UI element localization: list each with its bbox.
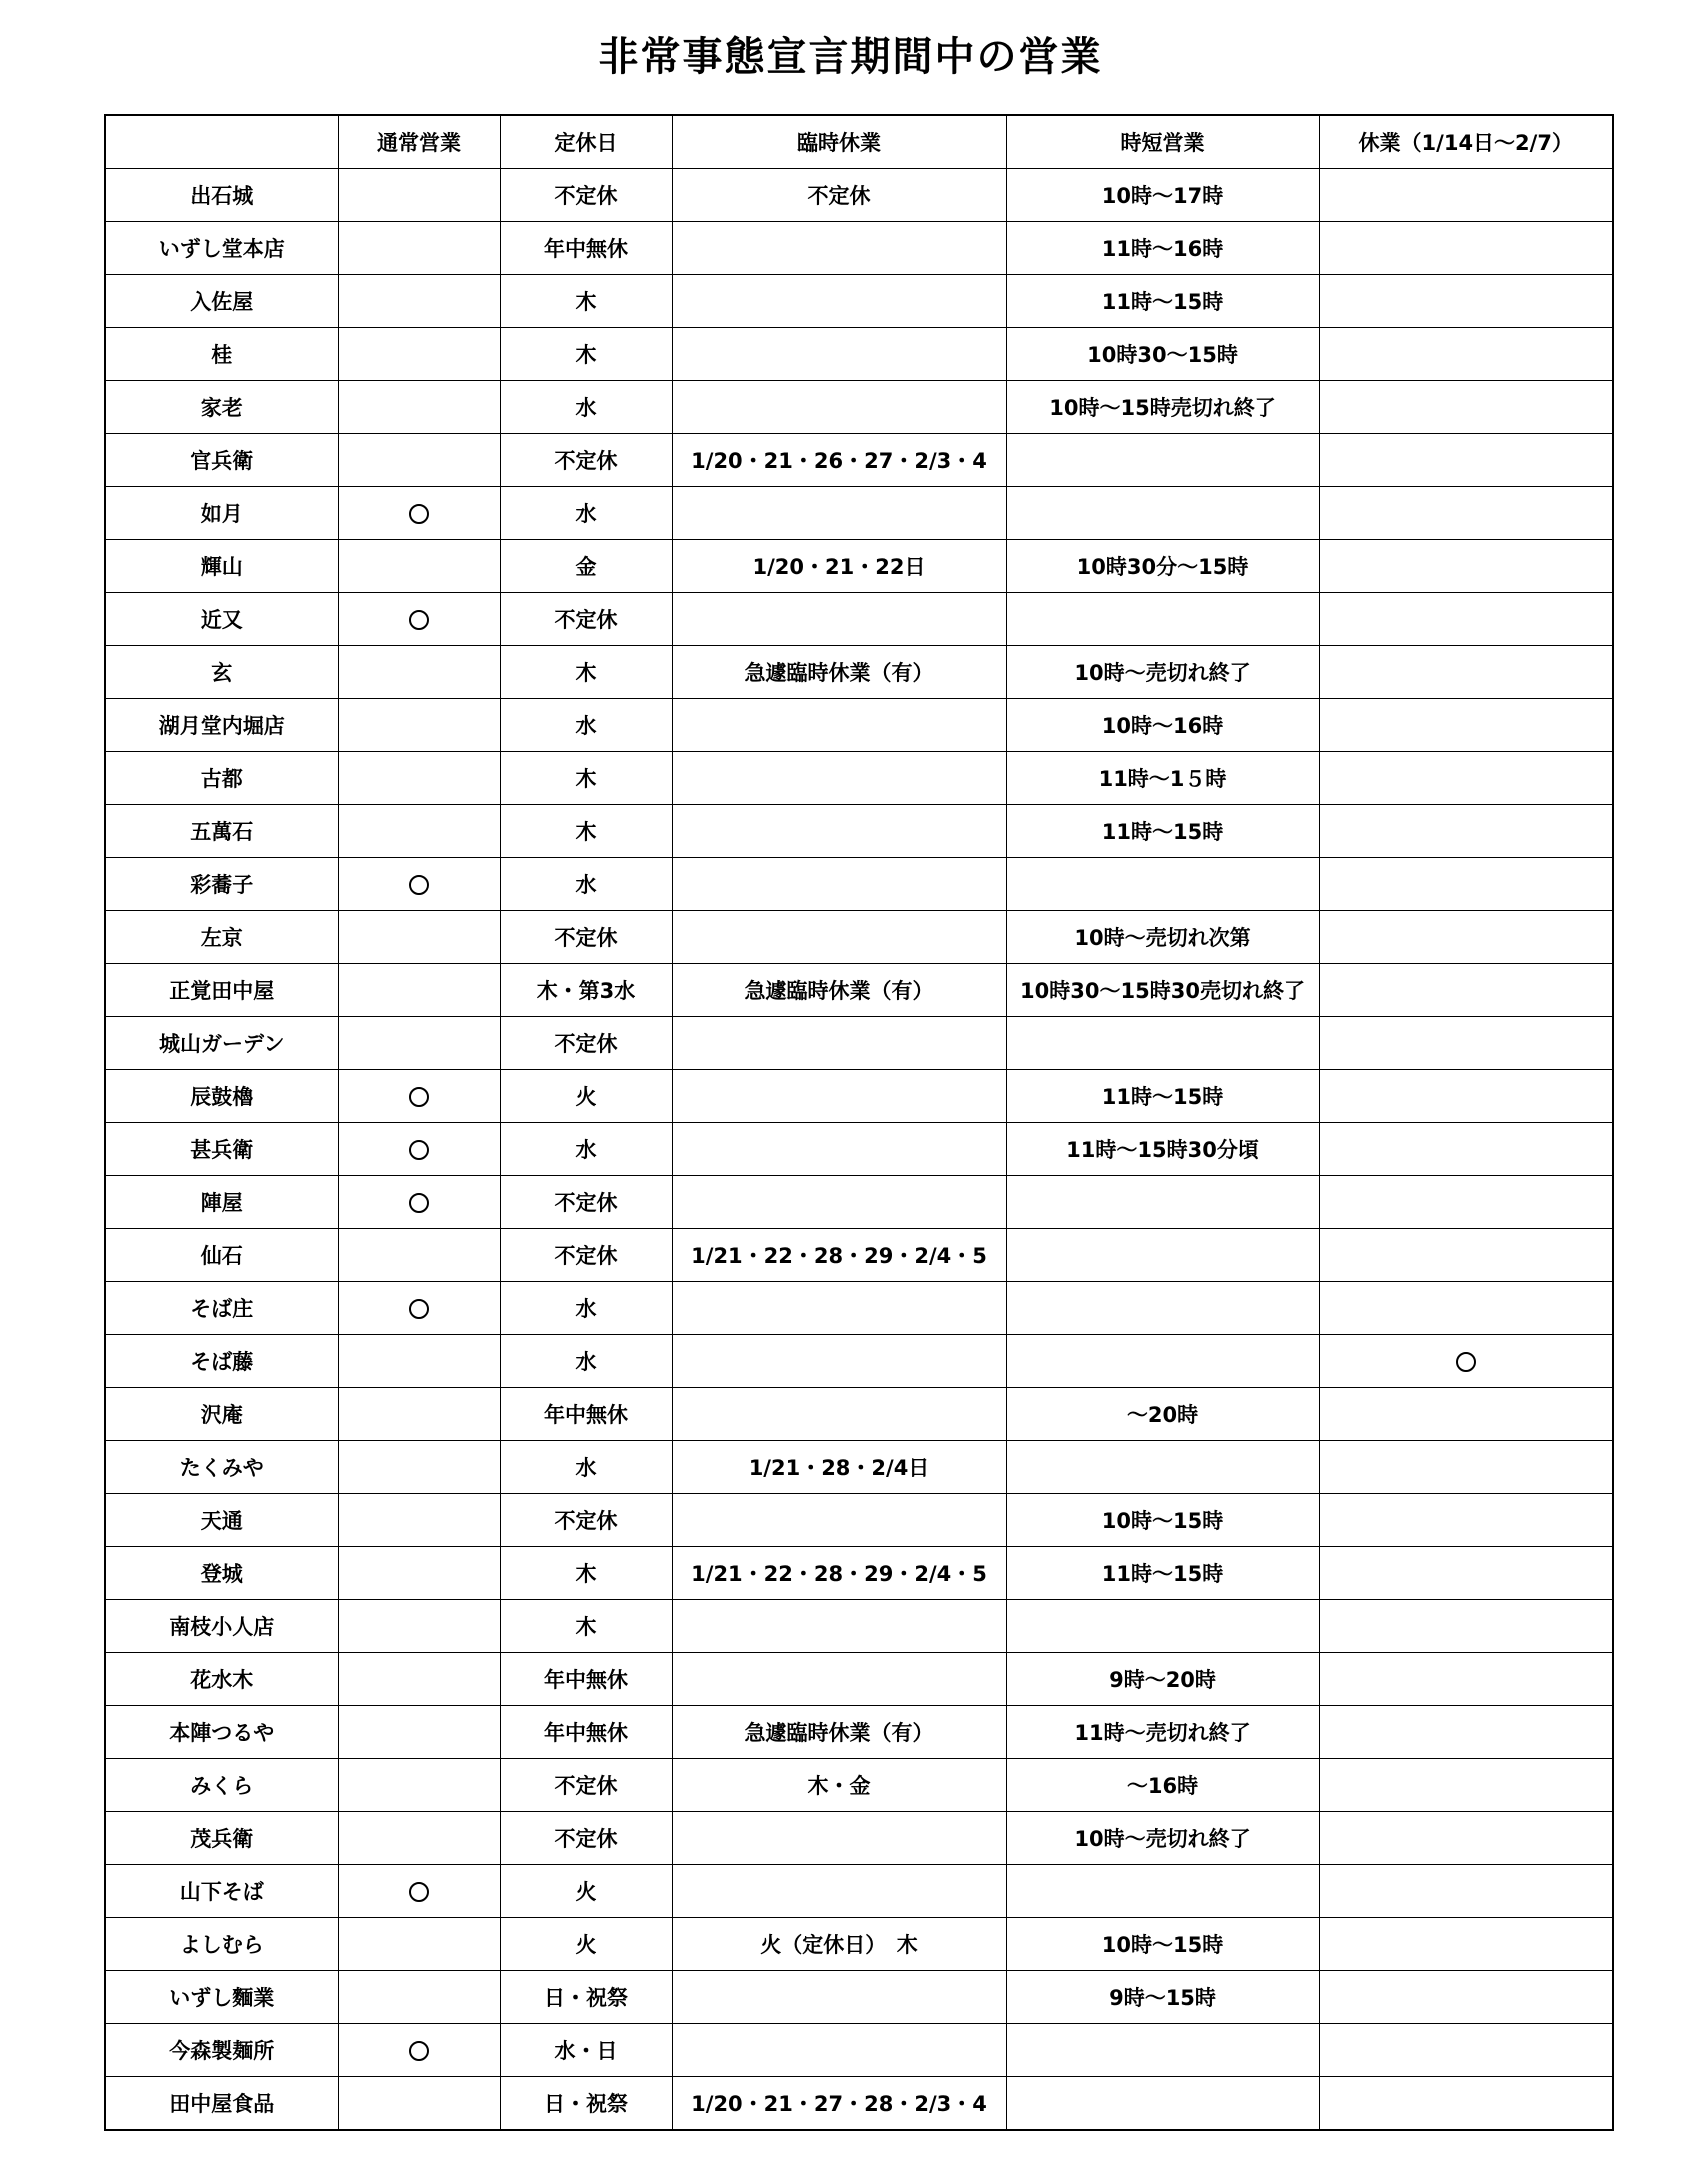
table-row	[105, 1017, 1613, 1070]
normal-hours-cell	[338, 540, 500, 593]
short-hours-cell: 10時〜17時	[1006, 169, 1319, 222]
temporary-closure-cell	[672, 1812, 1006, 1865]
closed-period-cell	[1319, 1600, 1613, 1653]
temporary-closure-cell	[672, 1282, 1006, 1335]
regular-holiday-cell: 年中無休	[500, 1653, 672, 1706]
normal-hours-cell	[338, 1123, 500, 1176]
temporary-closure-cell	[672, 1971, 1006, 2024]
temporary-closure-cell	[672, 1123, 1006, 1176]
closed-period-cell	[1319, 222, 1613, 275]
regular-holiday-cell: 年中無休	[500, 222, 672, 275]
regular-holiday-cell: 不定休	[500, 1494, 672, 1547]
table-row	[105, 1547, 1613, 1600]
shop-name-cell: 玄	[105, 646, 338, 699]
regular-holiday-cell: 水	[500, 1123, 672, 1176]
normal-hours-cell	[338, 1759, 500, 1812]
table-row	[105, 328, 1613, 381]
table-row	[105, 964, 1613, 1017]
shop-name-cell: 如月	[105, 487, 338, 540]
regular-holiday-cell: 日・祝祭	[500, 2077, 672, 2131]
normal-hours-cell	[338, 1918, 500, 1971]
regular-holiday-cell: 木	[500, 1547, 672, 1600]
shop-name-cell: みくら	[105, 1759, 338, 1812]
short-hours-cell: 10時〜15時売切れ終了	[1006, 381, 1319, 434]
normal-hours-cell	[338, 1706, 500, 1759]
temporary-closure-cell: 1/20・21・22日	[672, 540, 1006, 593]
short-hours-cell: 11時〜15時	[1006, 1547, 1319, 1600]
normal-hours-cell	[338, 328, 500, 381]
short-hours-cell: 10時30〜15時30売切れ終了	[1006, 964, 1319, 1017]
short-hours-cell	[1006, 1441, 1319, 1494]
table-row	[105, 1971, 1613, 2024]
table-row	[105, 275, 1613, 328]
temporary-closure-cell: 1/20・21・27・28・2/3・4	[672, 2077, 1006, 2131]
table-row	[105, 1653, 1613, 1706]
temporary-closure-cell	[672, 222, 1006, 275]
temporary-closure-cell: 1/21・22・28・29・2/4・5	[672, 1229, 1006, 1282]
shop-name-cell: 正覚田中屋	[105, 964, 338, 1017]
table-row	[105, 1176, 1613, 1229]
regular-holiday-cell: 不定休	[500, 911, 672, 964]
shop-name-cell: 家老	[105, 381, 338, 434]
temporary-closure-cell	[672, 1176, 1006, 1229]
normal-hours-cell	[338, 275, 500, 328]
circle-mark-icon	[409, 1087, 429, 1107]
short-hours-cell	[1006, 1229, 1319, 1282]
circle-mark-icon	[409, 1882, 429, 1902]
shop-name-cell: 天通	[105, 1494, 338, 1547]
regular-holiday-cell: 木	[500, 328, 672, 381]
closed-period-cell	[1319, 593, 1613, 646]
temporary-closure-cell: 1/21・22・28・29・2/4・5	[672, 1547, 1006, 1600]
regular-holiday-cell: 不定休	[500, 1759, 672, 1812]
temporary-closure-cell	[672, 1335, 1006, 1388]
closed-period-cell	[1319, 1653, 1613, 1706]
shop-name-cell: 田中屋食品	[105, 2077, 338, 2131]
normal-hours-cell	[338, 434, 500, 487]
shop-name-cell: 輝山	[105, 540, 338, 593]
temporary-closure-cell	[672, 911, 1006, 964]
header-holiday: 定休日	[500, 115, 672, 169]
temporary-closure-cell: 急遽臨時休業（有）	[672, 1706, 1006, 1759]
regular-holiday-cell: 水	[500, 487, 672, 540]
regular-holiday-cell: 木	[500, 275, 672, 328]
temporary-closure-cell	[672, 1865, 1006, 1918]
table-row	[105, 1229, 1613, 1282]
normal-hours-cell	[338, 1229, 500, 1282]
circle-mark-icon	[409, 610, 429, 630]
temporary-closure-cell: 火（定休日） 木	[672, 1918, 1006, 1971]
temporary-closure-cell	[672, 1017, 1006, 1070]
regular-holiday-cell: 不定休	[500, 1812, 672, 1865]
table-row	[105, 381, 1613, 434]
circle-mark-icon	[409, 875, 429, 895]
shop-name-cell: 城山ガーデン	[105, 1017, 338, 1070]
table-row	[105, 1759, 1613, 1812]
regular-holiday-cell: 水	[500, 699, 672, 752]
table-row	[105, 1388, 1613, 1441]
temporary-closure-cell: 1/21・28・2/4日	[672, 1441, 1006, 1494]
shop-name-cell: 仙石	[105, 1229, 338, 1282]
circle-mark-icon	[409, 2041, 429, 2061]
regular-holiday-cell: 火	[500, 1918, 672, 1971]
regular-holiday-cell: 日・祝祭	[500, 1971, 672, 2024]
temporary-closure-cell: 1/20・21・26・27・2/3・4	[672, 434, 1006, 487]
normal-hours-cell	[338, 1070, 500, 1123]
short-hours-cell	[1006, 1865, 1319, 1918]
header-short-hours: 時短営業	[1006, 115, 1319, 169]
temporary-closure-cell	[672, 1388, 1006, 1441]
short-hours-cell: 11時〜16時	[1006, 222, 1319, 275]
closed-period-cell	[1319, 1176, 1613, 1229]
shop-name-cell: 古都	[105, 752, 338, 805]
normal-hours-cell	[338, 1335, 500, 1388]
table-row	[105, 646, 1613, 699]
normal-hours-cell	[338, 2077, 500, 2131]
table-row	[105, 222, 1613, 275]
normal-hours-cell	[338, 1017, 500, 1070]
short-hours-cell: 11時〜15時	[1006, 275, 1319, 328]
table-row	[105, 540, 1613, 593]
regular-holiday-cell: 年中無休	[500, 1706, 672, 1759]
table-row	[105, 593, 1613, 646]
normal-hours-cell	[338, 699, 500, 752]
short-hours-cell	[1006, 487, 1319, 540]
short-hours-cell: 10時〜売切れ終了	[1006, 646, 1319, 699]
regular-holiday-cell: 木	[500, 1600, 672, 1653]
regular-holiday-cell: 木	[500, 805, 672, 858]
header-temp-closed: 臨時休業	[672, 115, 1006, 169]
regular-holiday-cell: 不定休	[500, 169, 672, 222]
normal-hours-cell	[338, 487, 500, 540]
normal-hours-cell	[338, 964, 500, 1017]
normal-hours-cell	[338, 1494, 500, 1547]
temporary-closure-cell	[672, 805, 1006, 858]
closed-period-cell	[1319, 1494, 1613, 1547]
short-hours-cell: 9時〜20時	[1006, 1653, 1319, 1706]
temporary-closure-cell	[672, 593, 1006, 646]
short-hours-cell: 11時〜15時	[1006, 805, 1319, 858]
table-row	[105, 752, 1613, 805]
normal-hours-cell	[338, 593, 500, 646]
regular-holiday-cell: 火	[500, 1070, 672, 1123]
normal-hours-cell	[338, 169, 500, 222]
normal-hours-cell	[338, 858, 500, 911]
table-row	[105, 1494, 1613, 1547]
regular-holiday-cell: 不定休	[500, 1229, 672, 1282]
schedule-table	[104, 114, 1614, 2131]
short-hours-cell	[1006, 2077, 1319, 2131]
regular-holiday-cell: 火	[500, 1865, 672, 1918]
shop-name-cell: 花水木	[105, 1653, 338, 1706]
regular-holiday-cell: 木	[500, 752, 672, 805]
temporary-closure-cell	[672, 1600, 1006, 1653]
shop-name-cell: 陣屋	[105, 1176, 338, 1229]
short-hours-cell	[1006, 858, 1319, 911]
temporary-closure-cell	[672, 752, 1006, 805]
closed-period-cell	[1319, 805, 1613, 858]
normal-hours-cell	[338, 1282, 500, 1335]
temporary-closure-cell	[672, 381, 1006, 434]
normal-hours-cell	[338, 1600, 500, 1653]
short-hours-cell	[1006, 1600, 1319, 1653]
shop-name-cell: そば庄	[105, 1282, 338, 1335]
closed-period-cell	[1319, 540, 1613, 593]
short-hours-cell: 10時30分〜15時	[1006, 540, 1319, 593]
table-row	[105, 1865, 1613, 1918]
shop-name-cell: 左京	[105, 911, 338, 964]
closed-period-cell	[1319, 1282, 1613, 1335]
closed-period-cell	[1319, 1229, 1613, 1282]
closed-period-cell	[1319, 1547, 1613, 1600]
temporary-closure-cell: 不定休	[672, 169, 1006, 222]
temporary-closure-cell: 急遽臨時休業（有）	[672, 964, 1006, 1017]
shop-name-cell: 山下そば	[105, 1865, 338, 1918]
regular-holiday-cell: 水	[500, 381, 672, 434]
normal-hours-cell	[338, 911, 500, 964]
normal-hours-cell	[338, 1812, 500, 1865]
shop-name-cell: 沢庵	[105, 1388, 338, 1441]
temporary-closure-cell: 急遽臨時休業（有）	[672, 646, 1006, 699]
normal-hours-cell	[338, 1971, 500, 2024]
normal-hours-cell	[338, 646, 500, 699]
shop-name-cell: たくみや	[105, 1441, 338, 1494]
table-row	[105, 169, 1613, 222]
regular-holiday-cell: 不定休	[500, 593, 672, 646]
table-row	[105, 1918, 1613, 1971]
closed-period-cell	[1319, 1070, 1613, 1123]
regular-holiday-cell: 木・第3水	[500, 964, 672, 1017]
short-hours-cell: 11時〜15時	[1006, 1070, 1319, 1123]
closed-period-cell	[1319, 646, 1613, 699]
normal-hours-cell	[338, 2024, 500, 2077]
short-hours-cell: 9時〜15時	[1006, 1971, 1319, 2024]
regular-holiday-cell: 木	[500, 646, 672, 699]
short-hours-cell	[1006, 1282, 1319, 1335]
temporary-closure-cell	[672, 1494, 1006, 1547]
regular-holiday-cell: 水	[500, 1282, 672, 1335]
short-hours-cell: 10時〜売切れ終了	[1006, 1812, 1319, 1865]
shop-name-cell: 五萬石	[105, 805, 338, 858]
shop-name-cell: 本陣つるや	[105, 1706, 338, 1759]
circle-mark-icon	[409, 504, 429, 524]
closed-period-cell	[1319, 1017, 1613, 1070]
table-row	[105, 2077, 1613, 2131]
table-row	[105, 1812, 1613, 1865]
temporary-closure-cell: 木・金	[672, 1759, 1006, 1812]
header-closed-period: 休業（1/14日〜2/7）	[1319, 115, 1613, 169]
shop-name-cell: 甚兵衛	[105, 1123, 338, 1176]
shop-name-cell: 出石城	[105, 169, 338, 222]
closed-period-cell	[1319, 1706, 1613, 1759]
table-row	[105, 1441, 1613, 1494]
shop-name-cell: いずし堂本店	[105, 222, 338, 275]
closed-period-cell	[1319, 2077, 1613, 2131]
regular-holiday-cell: 水	[500, 858, 672, 911]
short-hours-cell: 10時〜16時	[1006, 699, 1319, 752]
short-hours-cell	[1006, 434, 1319, 487]
table-row	[105, 911, 1613, 964]
normal-hours-cell	[338, 222, 500, 275]
table-row	[105, 805, 1613, 858]
short-hours-cell: 11時〜15時30分頃	[1006, 1123, 1319, 1176]
normal-hours-cell	[338, 1547, 500, 1600]
short-hours-cell: 10時30〜15時	[1006, 328, 1319, 381]
short-hours-cell: 10時〜15時	[1006, 1918, 1319, 1971]
table-row	[105, 699, 1613, 752]
closed-period-cell	[1319, 699, 1613, 752]
normal-hours-cell	[338, 1176, 500, 1229]
table-row	[105, 2024, 1613, 2077]
closed-period-cell	[1319, 487, 1613, 540]
shop-name-cell: 登城	[105, 1547, 338, 1600]
circle-mark-icon	[409, 1140, 429, 1160]
closed-period-cell	[1319, 858, 1613, 911]
shop-name-cell: 近又	[105, 593, 338, 646]
temporary-closure-cell	[672, 2024, 1006, 2077]
closed-period-cell	[1319, 752, 1613, 805]
circle-mark-icon	[409, 1193, 429, 1213]
closed-period-cell	[1319, 1335, 1613, 1388]
shop-name-cell: 官兵衛	[105, 434, 338, 487]
shop-name-cell: 湖月堂内堀店	[105, 699, 338, 752]
closed-period-cell	[1319, 2024, 1613, 2077]
closed-period-cell	[1319, 1388, 1613, 1441]
temporary-closure-cell	[672, 858, 1006, 911]
temporary-closure-cell	[672, 487, 1006, 540]
short-hours-cell	[1006, 1335, 1319, 1388]
normal-hours-cell	[338, 381, 500, 434]
table-row	[105, 1123, 1613, 1176]
closed-period-cell	[1319, 1441, 1613, 1494]
closed-period-cell	[1319, 434, 1613, 487]
closed-period-cell	[1319, 1971, 1613, 2024]
shop-name-cell: 辰鼓櫓	[105, 1070, 338, 1123]
shop-name-cell: 南枝小人店	[105, 1600, 338, 1653]
shop-name-cell: 桂	[105, 328, 338, 381]
table-row	[105, 1282, 1613, 1335]
header-shop	[105, 115, 338, 169]
short-hours-cell: 11時〜1５時	[1006, 752, 1319, 805]
page-title: 非常事態宣言期間中の営業	[598, 34, 1103, 80]
short-hours-cell	[1006, 2024, 1319, 2077]
closed-period-cell	[1319, 275, 1613, 328]
temporary-closure-cell	[672, 1653, 1006, 1706]
table-row	[105, 487, 1613, 540]
shop-name-cell: そば藤	[105, 1335, 338, 1388]
header-row	[105, 115, 1613, 169]
closed-period-cell	[1319, 964, 1613, 1017]
regular-holiday-cell: 水	[500, 1335, 672, 1388]
short-hours-cell	[1006, 1017, 1319, 1070]
shop-name-cell: いずし麵業	[105, 1971, 338, 2024]
normal-hours-cell	[338, 1388, 500, 1441]
shop-name-cell: 茂兵衛	[105, 1812, 338, 1865]
short-hours-cell: 〜20時	[1006, 1388, 1319, 1441]
table-row	[105, 1706, 1613, 1759]
closed-period-cell	[1319, 1759, 1613, 1812]
normal-hours-cell	[338, 752, 500, 805]
shop-name-cell: 今森製麺所	[105, 2024, 338, 2077]
table-row	[105, 858, 1613, 911]
normal-hours-cell	[338, 1441, 500, 1494]
regular-holiday-cell: 水・日	[500, 2024, 672, 2077]
short-hours-cell	[1006, 593, 1319, 646]
shop-name-cell: よしむら	[105, 1918, 338, 1971]
normal-hours-cell	[338, 805, 500, 858]
circle-mark-icon	[1456, 1352, 1476, 1372]
closed-period-cell	[1319, 328, 1613, 381]
short-hours-cell: 10時〜売切れ次第	[1006, 911, 1319, 964]
table-row	[105, 434, 1613, 487]
temporary-closure-cell	[672, 328, 1006, 381]
short-hours-cell	[1006, 1176, 1319, 1229]
shop-name-cell: 入佐屋	[105, 275, 338, 328]
short-hours-cell: 11時〜売切れ終了	[1006, 1706, 1319, 1759]
regular-holiday-cell: 不定休	[500, 1176, 672, 1229]
short-hours-cell: 10時〜15時	[1006, 1494, 1319, 1547]
regular-holiday-cell: 不定休	[500, 434, 672, 487]
table-row	[105, 1070, 1613, 1123]
closed-period-cell	[1319, 381, 1613, 434]
normal-hours-cell	[338, 1653, 500, 1706]
temporary-closure-cell	[672, 699, 1006, 752]
regular-holiday-cell: 年中無休	[500, 1388, 672, 1441]
closed-period-cell	[1319, 1812, 1613, 1865]
header-normal: 通常営業	[338, 115, 500, 169]
closed-period-cell	[1319, 1865, 1613, 1918]
table-body	[105, 169, 1613, 2131]
temporary-closure-cell	[672, 1070, 1006, 1123]
circle-mark-icon	[409, 1299, 429, 1319]
short-hours-cell: 〜16時	[1006, 1759, 1319, 1812]
normal-hours-cell	[338, 1865, 500, 1918]
closed-period-cell	[1319, 1123, 1613, 1176]
regular-holiday-cell: 不定休	[500, 1017, 672, 1070]
closed-period-cell	[1319, 1918, 1613, 1971]
closed-period-cell	[1319, 911, 1613, 964]
regular-holiday-cell: 金	[500, 540, 672, 593]
table-row	[105, 1600, 1613, 1653]
shop-name-cell: 彩蕎子	[105, 858, 338, 911]
temporary-closure-cell	[672, 275, 1006, 328]
closed-period-cell	[1319, 169, 1613, 222]
table-row	[105, 1335, 1613, 1388]
regular-holiday-cell: 水	[500, 1441, 672, 1494]
